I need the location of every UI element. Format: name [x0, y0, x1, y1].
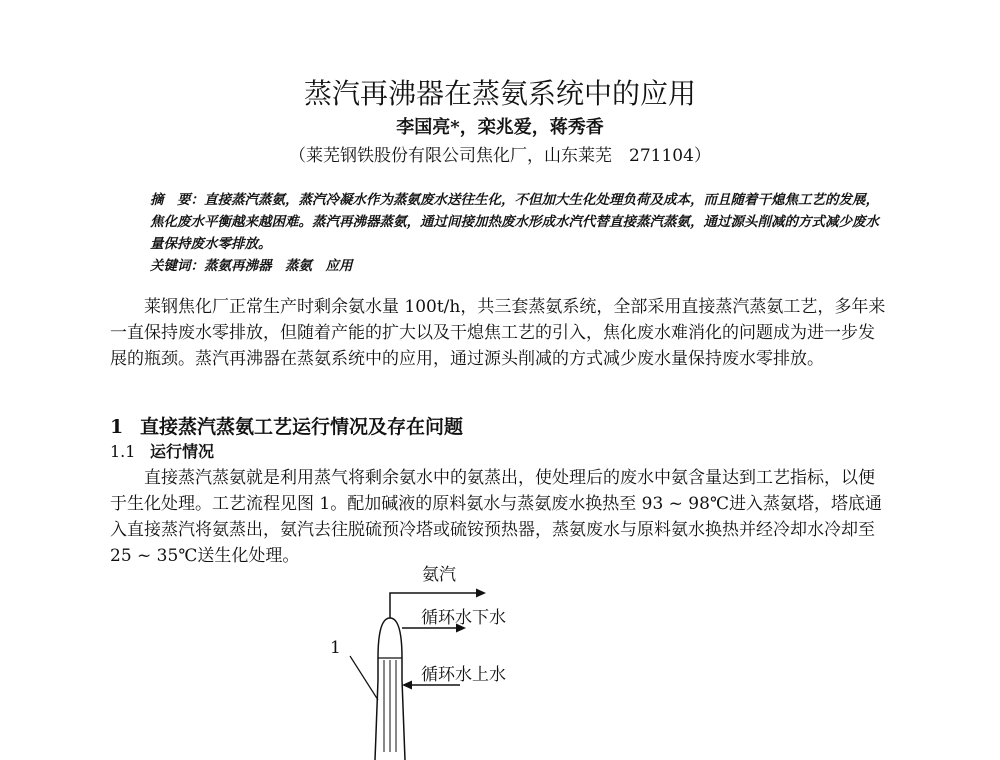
abstract-text: 直接蒸汽蒸氨，蒸汽冷凝水作为蒸氨废水送往生化，不但加大生化处理负荷及成本，而且随着干熄焦工艺的发展，焦化废水平衡越来越困难。蒸汽再沸器蒸氨，通过间接加热废水形成水汽代替直接蒸汽蒸氨，通过源头削减的方式减少废水量保持废水零排放。 [150, 192, 879, 252]
authors: 李国亮*，栾兆爱，蒋秀香 [396, 117, 604, 138]
label-cooling-water-supply: 循环水上水 [421, 665, 506, 685]
section-1-heading [110, 414, 463, 440]
process-figure [320, 560, 580, 760]
condenser-vessel [375, 618, 405, 760]
section-1-1-title: 运行情况 [150, 442, 215, 461]
section-1-1-paragraph: 直接蒸汽蒸氨就是利用蒸气将剩余氨水中的氨蒸出，使处理后的废水中氨含量达到工艺指标，以便于生化处理。工艺流程见图 1。配加碱液的原料氨水与蒸氨废水换热至 93 ~ 98℃进入蒸氨塔，塔底通入直接蒸汽将氨蒸出，氨汽去往脱硫预冷塔或硫铵预热器，蒸氨废水与原料氨水换热并经冷却水冷却至 25 ~ 35℃送生化处理。 [110, 468, 882, 566]
keywords-label: 关键词： [150, 258, 204, 274]
label-cooling-water-return: 循环水下水 [421, 608, 506, 628]
section-1-title: 直接蒸汽蒸氨工艺运行情况及存在问题 [140, 416, 464, 438]
section-1-1-number: 1.1 [110, 442, 136, 461]
keywords-text: 蒸氨再沸器 蒸氨 应用 [204, 258, 353, 274]
intro-paragraph: 莱钢焦化厂正常生产时剩余氨水量 100t/h，共三套蒸氨系统，全部采用直接蒸汽蒸氨工艺，多年来一直保持废水零排放，但随着产能的扩大以及干熄焦工艺的引入，焦化废水难消化的问题成为进一步发展的瓶颈。蒸汽再沸器在蒸氨系统中的应用，通过源头削减的方式减少废水量保持废水零排放。 [110, 297, 886, 369]
abstract [150, 189, 890, 255]
section-1-1-heading [110, 441, 214, 463]
label-part-1: 1 [330, 638, 341, 658]
part-1-leader-line [350, 656, 378, 700]
abstract-label: 摘 要： [150, 192, 204, 208]
section-1-number: 1 [110, 416, 124, 438]
paper-title: 蒸汽再沸器在蒸氨系统中的应用 [303, 77, 696, 110]
label-ammonia-vapor: 氨汽 [422, 565, 456, 585]
keywords [150, 255, 353, 277]
affiliation: （莱芜钢铁股份有限公司焦化厂，山东莱芜 271104） [289, 146, 711, 166]
